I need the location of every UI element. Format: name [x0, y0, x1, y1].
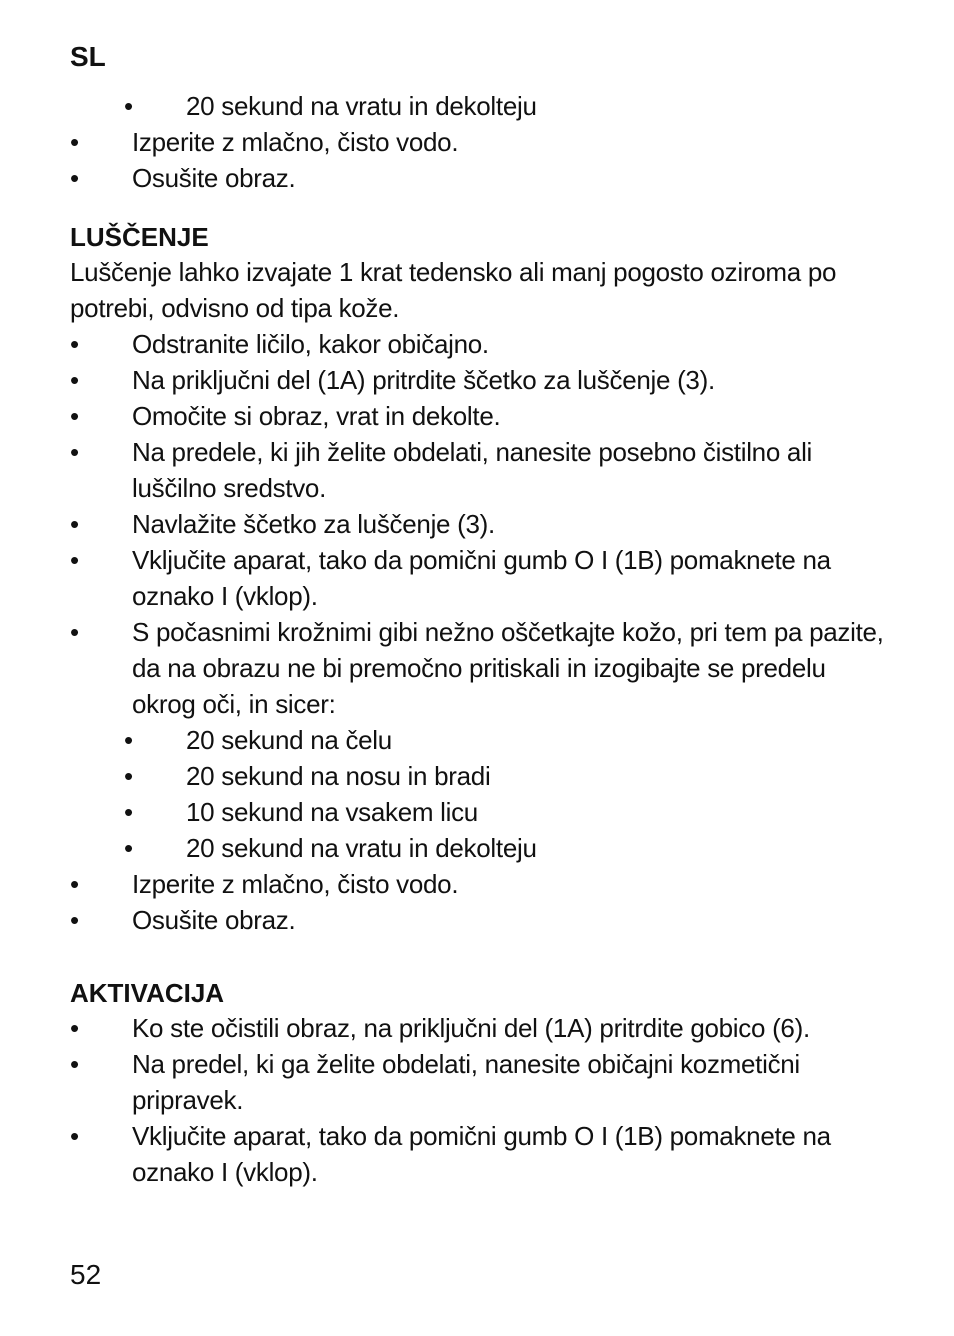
- list-item-text: 20 sekund na nosu in bradi: [186, 761, 491, 791]
- list-item: [70, 1046, 890, 1118]
- manual-page: [70, 40, 890, 1190]
- list-item: [70, 124, 890, 160]
- list-item: [70, 362, 890, 398]
- bullet-icon: •: [70, 509, 79, 539]
- list-item-text: Izperite z mlačno, čisto vodo.: [132, 127, 459, 157]
- list-item-text: Na predel, ki ga želite obdelati, nanesite običajni kozmetični pripravek.: [132, 1049, 800, 1115]
- bullet-icon: •: [70, 401, 79, 431]
- spacer: [70, 196, 890, 220]
- bullet-icon: •: [70, 437, 79, 467]
- list-item-text: 10 sekund na vsakem licu: [186, 797, 478, 827]
- bullet-icon: •: [124, 797, 133, 827]
- list-item: [70, 1118, 890, 1190]
- bullet-icon: •: [124, 91, 133, 121]
- exfoliation-section: [70, 220, 890, 938]
- list-item: [70, 902, 890, 938]
- list-item: [70, 326, 890, 362]
- list-item-text: Na predele, ki jih želite obdelati, nanesite posebno čistilno ali luščilno sredstvo.: [132, 437, 813, 503]
- list-item: [70, 542, 890, 614]
- bullet-icon: •: [70, 869, 79, 899]
- list-item-text: Navlažite ščetko za luščenje (3).: [132, 509, 495, 539]
- sub-list-item: [70, 722, 890, 758]
- bullet-icon: •: [124, 725, 133, 755]
- list-item: [70, 1010, 890, 1046]
- list-item: [70, 614, 890, 722]
- sub-list-item: [70, 830, 890, 866]
- bullet-icon: •: [70, 1013, 79, 1043]
- list-item-text: Omočite si obraz, vrat in dekolte.: [132, 401, 501, 431]
- list-item: [70, 434, 890, 506]
- bullet-icon: •: [70, 1121, 79, 1151]
- list-item: [70, 160, 890, 196]
- exfoliation-heading: LUŠČENJE: [70, 222, 209, 252]
- page-number: 52: [70, 1259, 102, 1290]
- sub-list-item: [70, 794, 890, 830]
- list-item-text: 20 sekund na vratu in dekolteju: [186, 833, 537, 863]
- spacer: [70, 938, 890, 976]
- bullet-icon: •: [70, 617, 79, 647]
- exfoliation-steps: [70, 326, 890, 938]
- list-item-text: 20 sekund na vratu in dekolteju: [186, 91, 537, 121]
- sub-list-item: [70, 758, 890, 794]
- bullet-icon: •: [124, 761, 133, 791]
- list-item: [70, 398, 890, 434]
- list-item-text: Ko ste očistili obraz, na priključni del (1A) pritrdite gobico (6).: [132, 1013, 810, 1043]
- list-item-text: 20 sekund na čelu: [186, 725, 392, 755]
- exfoliation-description: Luščenje lahko izvajate 1 krat tedensko ali manj pogosto oziroma po potrebi, odvisno od tipa kože.: [70, 257, 837, 323]
- bullet-icon: •: [70, 905, 79, 935]
- list-item-text: Odstranite ličilo, kakor običajno.: [132, 329, 489, 359]
- bullet-icon: •: [70, 545, 79, 575]
- language-code: SL: [70, 41, 106, 72]
- list-item-text: Osušite obraz.: [132, 905, 296, 935]
- list-item-text: Vključite aparat, tako da pomični gumb O I (1B) pomaknete na oznako I (vklop).: [132, 1121, 831, 1187]
- list-item-text: Na priključni del (1A) pritrdite ščetko za luščenje (3).: [132, 365, 715, 395]
- intro-list: [70, 88, 890, 196]
- bullet-icon: •: [70, 163, 79, 193]
- sub-list-item: [70, 88, 890, 124]
- list-item-text: S počasnimi krožnimi gibi nežno oščetkajte kožo, pri tem pa pazite, da na obrazu ne bi premočno pritiskali in izogibajte se predelu okrog oči, in sicer:: [132, 617, 884, 719]
- bullet-icon: •: [124, 833, 133, 863]
- list-item: [70, 866, 890, 902]
- activation-heading: AKTIVACIJA: [70, 978, 225, 1008]
- list-item-text: Vključite aparat, tako da pomični gumb O I (1B) pomaknete na oznako I (vklop).: [132, 545, 831, 611]
- list-item-text: Izperite z mlačno, čisto vodo.: [132, 869, 459, 899]
- activation-section: [70, 976, 890, 1190]
- bullet-icon: •: [70, 365, 79, 395]
- activation-steps: [70, 1010, 890, 1190]
- bullet-icon: •: [70, 1049, 79, 1079]
- bullet-icon: •: [70, 329, 79, 359]
- list-item-text: Osušite obraz.: [132, 163, 296, 193]
- bullet-icon: •: [70, 127, 79, 157]
- list-item: [70, 506, 890, 542]
